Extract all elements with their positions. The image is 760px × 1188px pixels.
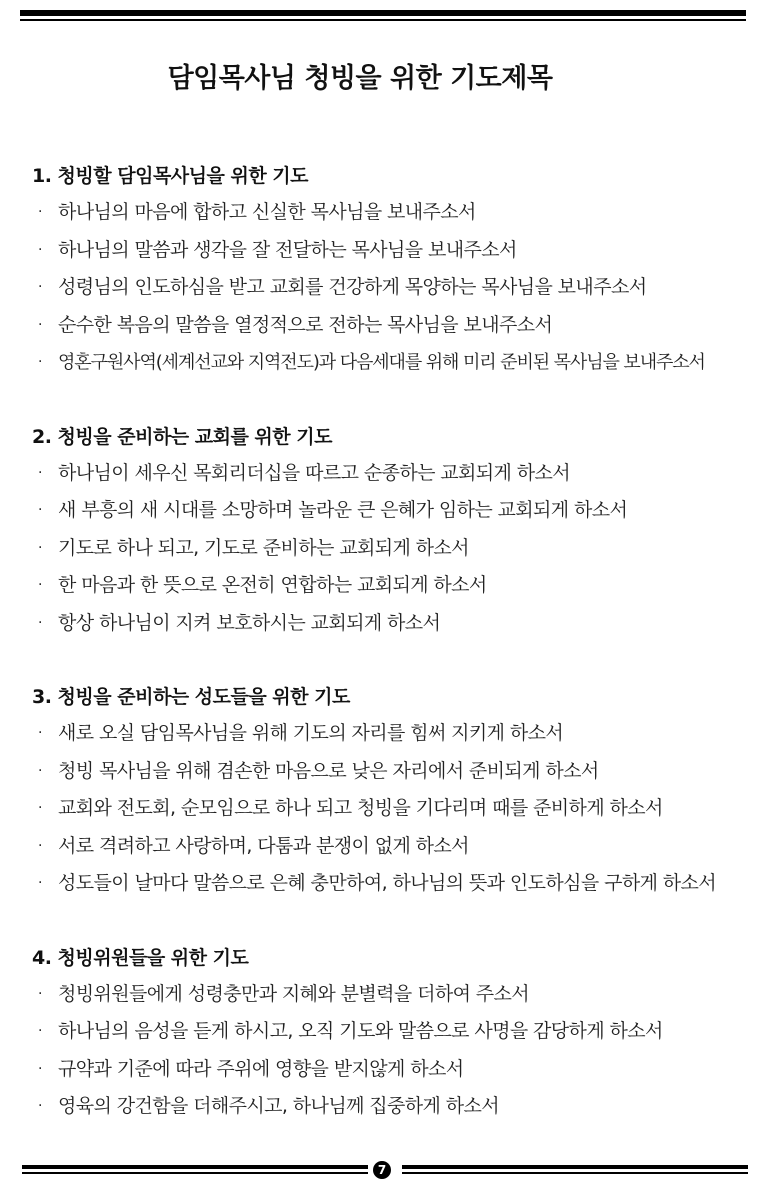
list-item: · 성도들이 날마다 말씀으로 은혜 충만하여, 하나님의 뜻과 인도하심을 구하게 하소서: [32, 865, 752, 903]
section-members: [32, 679, 752, 903]
page-number: 7: [373, 1161, 391, 1179]
list-item: · 하나님의 마음에 합하고 신실한 목사님을 보내주소서: [32, 194, 752, 232]
bullet-dot: ·: [38, 241, 42, 258]
list-item: · 영육의 강건함을 더해주시고, 하나님께 집중하게 하소서: [32, 1088, 752, 1126]
list-item: · 교회와 전도회, 순모임으로 하나 되고 청빙을 기다리며 때를 준비하게 하소서: [32, 790, 752, 828]
list-item: · 항상 하나님이 지켜 보호하시는 교회되게 하소서: [32, 605, 752, 643]
bullet-dot: ·: [38, 614, 42, 631]
section-pastor: [32, 158, 752, 382]
bullet-dot: ·: [38, 502, 42, 518]
bullet-dot: ·: [38, 464, 42, 481]
bullet-dot: ·: [38, 1023, 42, 1039]
prayer-list: [32, 158, 752, 1163]
bullet-dot: ·: [38, 204, 42, 220]
bullet-dot: ·: [38, 985, 42, 1002]
bullet-dot: ·: [38, 725, 42, 741]
section-heading: 1. 청빙할 담임목사님을 위한 기도: [32, 165, 308, 187]
list-item: · 영혼구원사역(세계선교와 지역전도)과 다음세대를 위해 미리 준비된 목사님을 보내주소서: [32, 344, 752, 382]
list-item: · 청빙위원들에게 성령충만과 지혜와 분별력을 더하여 주소서: [32, 976, 752, 1014]
bullet-dot: ·: [38, 316, 42, 333]
bottom-border-left-thin: [22, 1172, 368, 1174]
top-border-thick-line: [20, 10, 746, 16]
list-item: · 하나님이 세우신 목회리더십을 따르고 순종하는 교회되게 하소서: [32, 455, 752, 493]
list-item: · 기도로 하나 되고, 기도로 준비하는 교회되게 하소서: [32, 530, 752, 568]
list-item: · 규약과 기준에 따라 주위에 영향을 받지않게 하소서: [32, 1051, 752, 1089]
bullet-dot: ·: [38, 800, 42, 816]
bullet-dot: ·: [38, 354, 42, 370]
bottom-border: [22, 1163, 748, 1177]
section-heading: 2. 청빙을 준비하는 교회를 위한 기도: [32, 425, 332, 448]
list-item: · 서로 격려하고 사랑하며, 다툼과 분쟁이 없게 하소서: [32, 828, 752, 866]
section-committee: [32, 940, 752, 1126]
list-item: · 한 마음과 한 뜻으로 온전히 연합하는 교회되게 하소서: [32, 567, 752, 605]
bullet-dot: ·: [38, 1098, 42, 1114]
list-item: · 하나님의 말씀과 생각을 잘 전달하는 목사님을 보내주소서: [32, 232, 752, 270]
bullet-dot: ·: [38, 875, 42, 891]
bullet-dot: ·: [38, 539, 42, 556]
bottom-border-left-thick: [22, 1165, 368, 1169]
list-item: · 새로 오실 담임목사님을 위해 기도의 자리를 힘써 지키게 하소서: [32, 715, 752, 753]
bullet-dot: ·: [38, 1060, 42, 1077]
list-item: · 청빙 목사님을 위해 겸손한 마음으로 낮은 자리에서 준비되게 하소서: [32, 753, 752, 791]
section-heading: 3. 청빙을 준비하는 성도들을 위한 기도: [32, 686, 350, 708]
list-item: · 순수한 복음의 말씀을 열정적으로 전하는 목사님을 보내주소서: [32, 307, 752, 345]
bottom-border-right-thick: [402, 1165, 748, 1169]
list-item: · 하나님의 음성을 듣게 하시고, 오직 기도와 말씀으로 사명을 감당하게 하소서: [32, 1013, 752, 1051]
bullet-dot: ·: [38, 577, 42, 593]
bullet-dot: ·: [38, 279, 42, 295]
section-church: [32, 419, 752, 643]
section-heading: 4. 청빙위원들을 위한 기도: [32, 946, 249, 969]
bullet-dot: ·: [38, 762, 42, 779]
top-border-thin-line: [20, 19, 746, 21]
page-title: 담임목사님 청빙을 위한 기도제목: [167, 63, 553, 94]
list-item: · 성령님의 인도하심을 받고 교회를 건강하게 목양하는 목사님을 보내주소서: [32, 269, 752, 307]
list-item: · 새 부흥의 새 시대를 소망하며 놀라운 큰 은혜가 임하는 교회되게 하소서: [32, 492, 752, 530]
bullet-dot: ·: [38, 837, 42, 854]
top-border: [20, 10, 746, 21]
bottom-border-right-thin: [402, 1172, 748, 1174]
